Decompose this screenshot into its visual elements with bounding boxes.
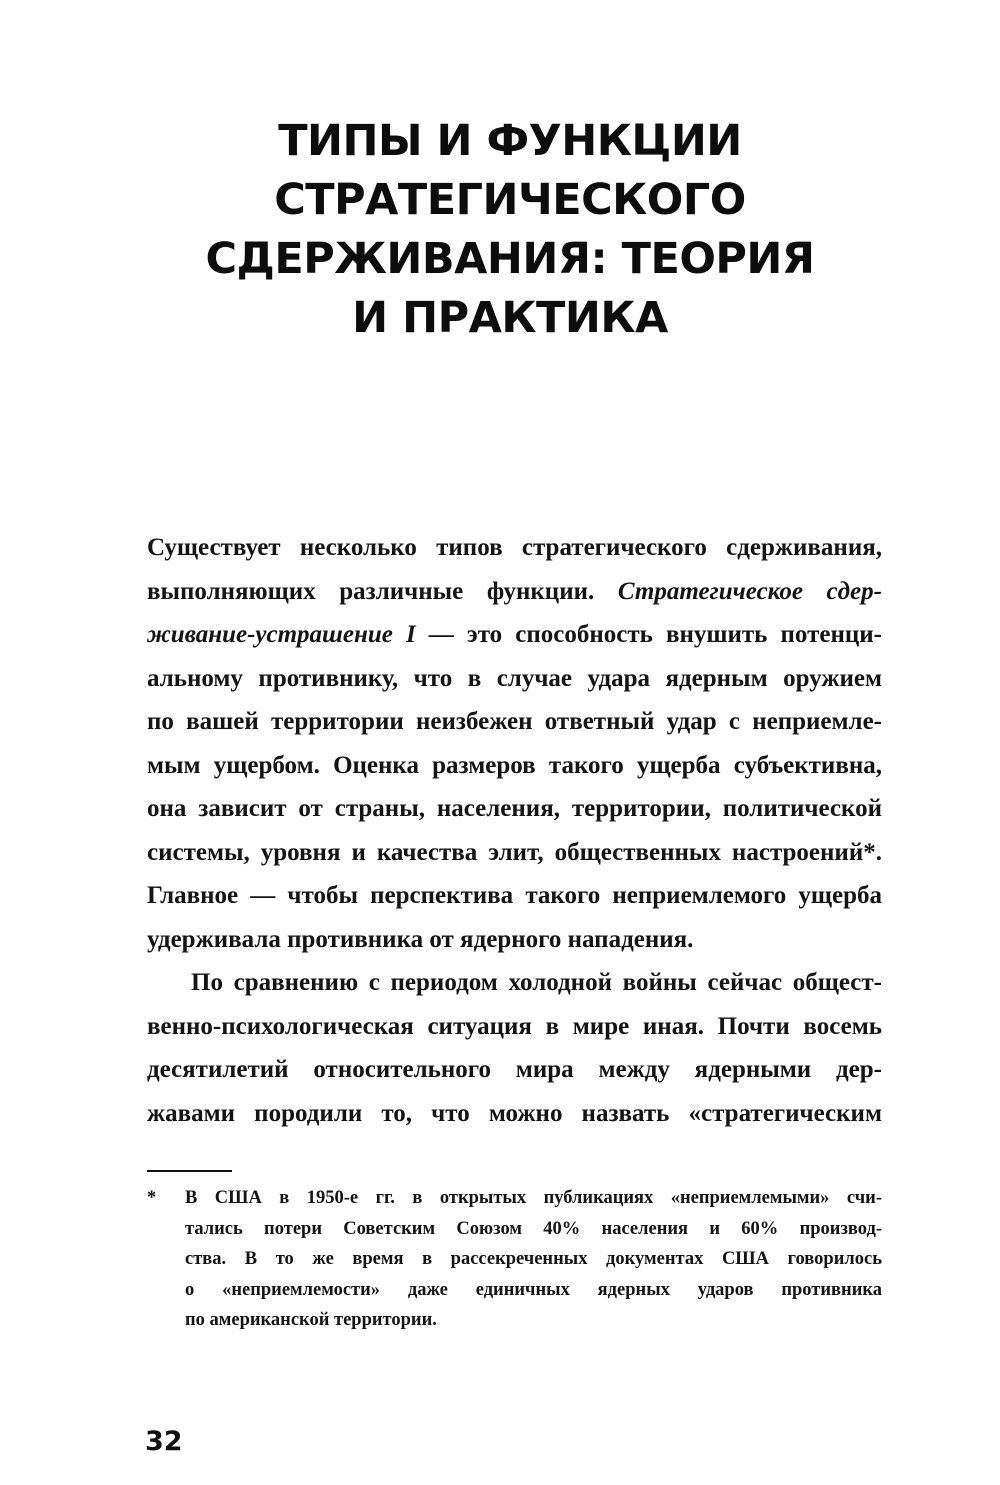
text-line: системы, уровня и качества элит, общественных настроений*. <box>147 838 882 866</box>
footnote-divider <box>147 1170 232 1172</box>
text-line <box>147 570 882 614</box>
footnote-line: о «неприемлемости» даже единичных ядерных ударов противника <box>185 1279 882 1300</box>
text-line: По сравнению с периодом холодной войны сейчас общест- <box>191 969 882 996</box>
paragraph-1 <box>147 526 882 961</box>
text-line: она зависит от страны, населения, территории, политической <box>147 795 882 822</box>
text-line <box>147 613 882 657</box>
footnote-marker: * <box>147 1188 157 1208</box>
text-line: жавами породили то, что можно назвать «стратегическим <box>147 1099 882 1127</box>
page-number: 32 <box>145 1426 183 1457</box>
body-text <box>147 526 882 1135</box>
footnote-line: по американской территории. <box>185 1310 437 1330</box>
text-line: мым ущербом. Оценка размеров такого ущерба субъективна, <box>147 751 882 779</box>
chapter-title-line: СТРАТЕГИЧЕСКОГО <box>274 175 746 225</box>
text-line: альному противнику, что в случае удара ядерным оружием <box>147 664 882 692</box>
footnote-line: В США в 1950-е гг. в открытых публикациях «неприемлемыми» счи- <box>185 1188 882 1208</box>
text-run: выполняющих различные функции. <box>147 577 618 605</box>
footnote-text <box>185 1183 882 1336</box>
chapter-title-line: СДЕРЖИВАНИЯ: ТЕОРИЯ <box>205 234 815 284</box>
footnote-line: ства. В то же время в рассекреченных документах США говорилось <box>185 1249 882 1269</box>
chapter-title-line: И ПРАКТИКА <box>352 293 668 343</box>
text-line: Главное — чтобы перспектива такого неприемлемого ущерба <box>147 882 882 909</box>
italic-term: живание-устрашение I <box>147 621 416 648</box>
text-run: — это способность внушить потенци- <box>415 621 882 648</box>
paragraph-2 <box>147 961 882 1135</box>
chapter-title-line: ТИПЫ И ФУНКЦИИ <box>278 116 742 166</box>
text-line: по вашей территории неизбежен ответный удар с неприемле- <box>147 708 882 735</box>
text-line: Существует несколько типов стратегического сдерживания, <box>147 534 882 561</box>
footnote-line: тались потери Советским Союзом 40% населения и 60% производ- <box>185 1218 882 1239</box>
text-line: удерживала противника от ядерного нападения. <box>147 925 694 953</box>
text-line: венно-психологическая ситуация в мире иная. Почти восемь <box>147 1012 882 1040</box>
italic-term: Стратегическое сдер- <box>617 577 882 605</box>
text-line: десятилетий относительного мира между ядерными дер- <box>147 1056 882 1083</box>
chapter-title <box>150 112 870 348</box>
